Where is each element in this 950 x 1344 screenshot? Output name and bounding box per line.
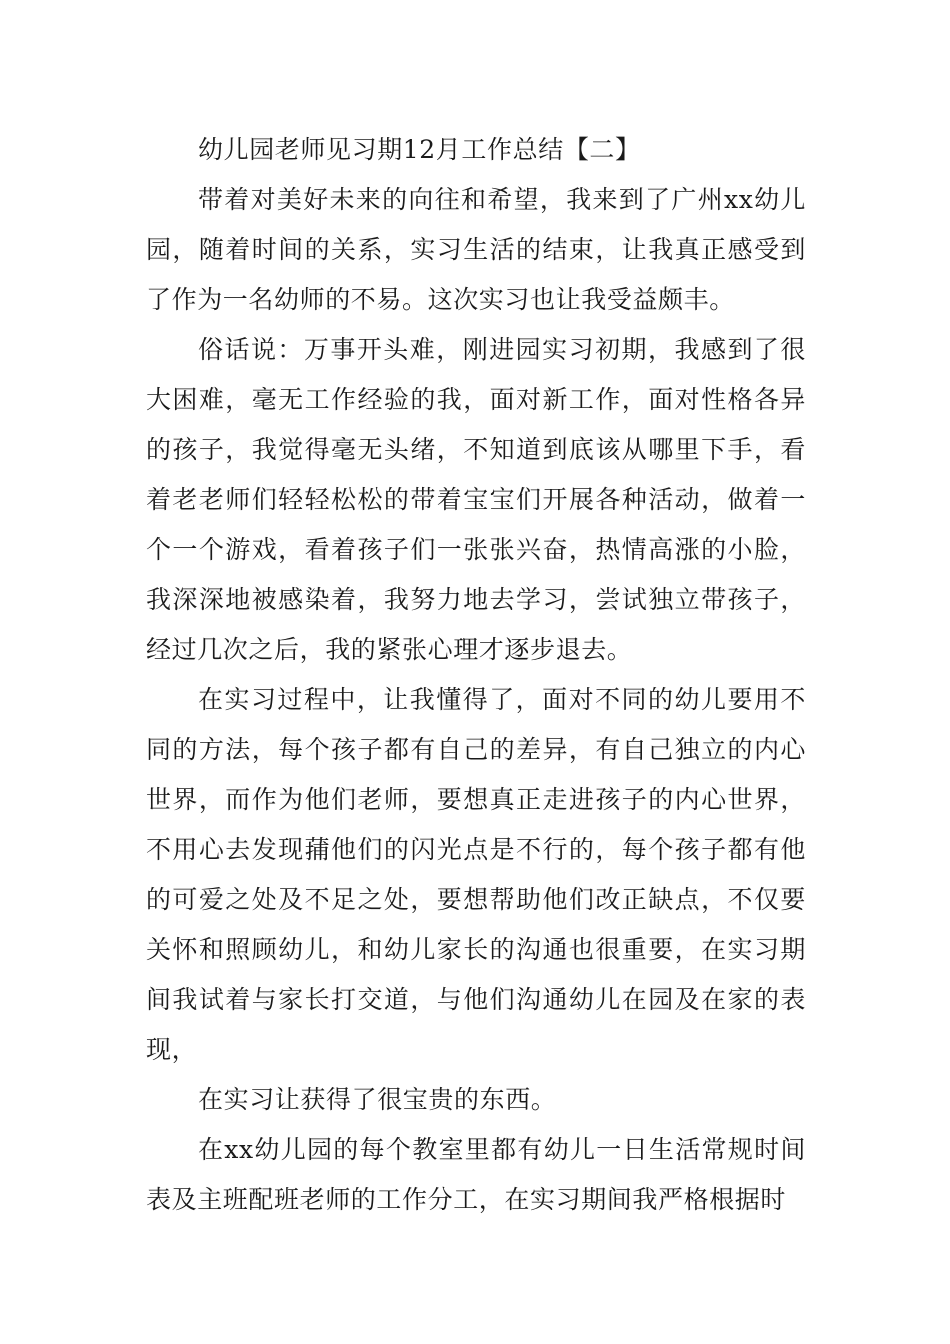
paragraph-3: 在实习过程中，让我懂得了，面对不同的幼儿要用不同的方法，每个孩子都有自己的差异，有自己独立的内心世界，而作为他们老师，要想真正走进孩子的内心世界，不用心去发现蒱他们的闪光点是不行的，每个孩子都有他的可爱之处及不足之处，要想帮助他们改正缺点，不仅要关怀和照顾幼儿，和幼儿家长的沟通也很重要，在实习期间我试着与家长打交道，与他们沟通幼儿在园及在家的表现，	[146, 685, 806, 1064]
paragraph-5: 在xx幼儿园的每个教室里都有幼儿一日生活常规时间表及主班配班老师的工作分工，在实习期间我严格根据时	[146, 1135, 806, 1214]
paragraph-4: 在实习让获得了很宝贵的东西。	[198, 1085, 557, 1114]
document-title: 幼儿园老师见习期12月工作总结【二】	[198, 135, 641, 164]
paragraph-1: 带着对美好未来的向往和希望，我来到了广州xx幼儿园，随着时间的关系，实习生活的结束，让我真正感受到了作为一名幼师的不易。这次实习也让我受益颇丰。	[146, 185, 806, 314]
paragraph-2: 俗话说：万事开头难，刚进园实习初期，我感到了很大困难，毫无工作经验的我，面对新工作，面对性格各异的孩子，我觉得毫无头绪，不知道到底该从哪里下手，看着老老师们轻轻松松的带着宝宝们开展各种活动，做着一个一个游戏，看着孩子们一张张兴奋，热情高涨的小脸，我深深地被感染着，我努力地去学习，尝试独立带孩子，经过几次之后，我的紧张心理才逐步退去。	[146, 335, 806, 664]
document-body	[146, 125, 806, 1225]
